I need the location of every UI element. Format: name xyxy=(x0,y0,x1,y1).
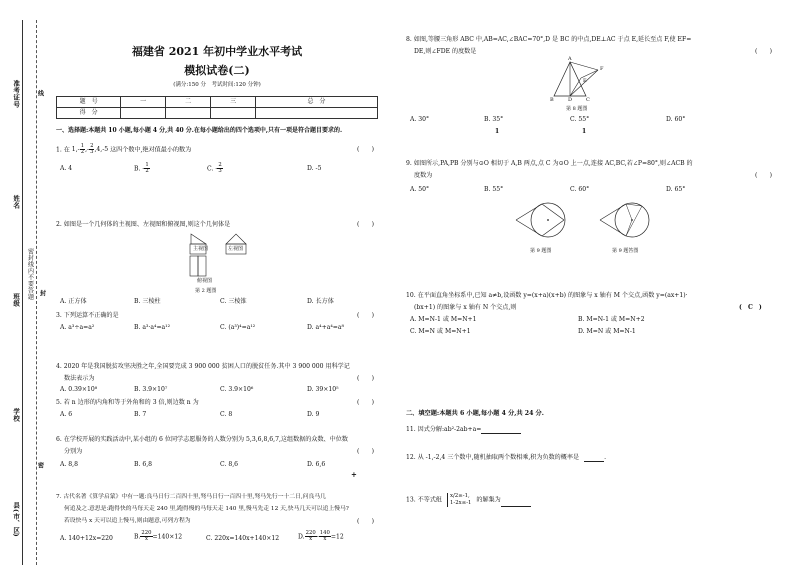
plus-mark: + xyxy=(351,470,357,479)
q2-answer-paren[interactable]: ( ) xyxy=(357,221,374,228)
score-cell: 三 xyxy=(211,97,256,108)
q3-option-c[interactable]: C. (a³)⁴=a¹² xyxy=(220,324,256,331)
section2-heading: 二、填空题:本题共 6 小题,每小题 4 分,共 24 分. xyxy=(406,410,544,417)
score-table-header-row xyxy=(57,97,378,108)
q7-option-b[interactable] xyxy=(134,531,182,543)
exam-meta: (满分:150 分 考试时间:120 分钟) xyxy=(173,82,261,88)
q7-option-c[interactable]: C. 220x=140x+140×12 xyxy=(206,535,280,542)
q13-answer-blank[interactable] xyxy=(501,501,531,507)
q7-option-d-tail: =12 xyxy=(330,533,344,541)
q10-option-d[interactable]: D. M=N 或 M=N-1 xyxy=(578,328,636,335)
score-input-cell[interactable] xyxy=(256,108,378,119)
q7-option-d-minus: - xyxy=(316,533,319,541)
q8-point-b: B xyxy=(550,97,554,103)
q2-front-view-label: 主视图 xyxy=(193,246,209,252)
q13-inequality-2: 1-2x≤-1 xyxy=(449,500,472,507)
q1-option-d[interactable]: D. -5 xyxy=(307,165,322,172)
q6-option-a[interactable]: A. 8,8 xyxy=(60,461,78,468)
q7-option-d-frac1: $\frac{220}{x}$ xyxy=(305,530,316,543)
q4-stem-line2: 数法表示为 xyxy=(64,375,95,382)
q9-answer-paren[interactable]: ( ) xyxy=(755,172,772,179)
q10-option-b[interactable]: B. M=N-1 或 M=N+2 xyxy=(578,316,645,323)
q7-option-a[interactable]: A. 140+12x=220 xyxy=(60,535,113,542)
q3-answer-paren[interactable]: ( ) xyxy=(357,312,374,319)
q6-option-d[interactable]: D. 6,6 xyxy=(307,461,326,468)
q7-option-d[interactable] xyxy=(298,531,344,543)
q1-stem xyxy=(56,144,191,156)
q8-stem-line2: DE,则∠FDE 的度数是 xyxy=(414,48,477,55)
q9-stem-line2: 度数为 xyxy=(414,172,433,179)
seal-line-outer xyxy=(22,20,23,565)
score-cell: 题 号 xyxy=(57,97,121,108)
q9-stem-line1: 9. 如图所示,PA,PB 分别与⊙O 相切于 A,B 两点,点 C 为⊙O 上一点,连接 AC,BC,若∠P=80°,则∠ACB 的 xyxy=(406,160,693,167)
q2-option-c[interactable]: C. 三棱锥 xyxy=(220,298,247,305)
seal-mark-mid: 封 xyxy=(38,290,46,297)
q9-answer-tangent-pa xyxy=(600,204,626,220)
q3-option-b[interactable]: B. a³·a⁴=a¹² xyxy=(134,324,171,331)
q2-side-view-label: 左视图 xyxy=(228,246,244,252)
no-answer-notice: 密封线内不要答题 xyxy=(26,248,34,300)
name-label: 姓名 xyxy=(12,195,21,209)
q9-answer-figure-svg xyxy=(596,196,658,244)
q1-value: - xyxy=(77,146,80,154)
q1-option-b[interactable] xyxy=(134,163,150,175)
q12-stem-end: . xyxy=(604,454,606,461)
q9-circle-figure-svg xyxy=(512,196,574,244)
q13-stem-end: 的解集为 xyxy=(476,496,501,504)
q7-option-d-frac2: $\frac{140}{x}$ xyxy=(319,530,330,543)
q5-option-b[interactable]: B. 7 xyxy=(134,411,147,418)
q5-option-c[interactable]: C. 8 xyxy=(220,411,233,418)
q6-option-b[interactable]: B. 6,8 xyxy=(134,461,153,468)
q8-triangle-svg xyxy=(546,58,610,104)
q1-value: 4 xyxy=(96,146,101,154)
q9-option-b[interactable]: B. 55° xyxy=(484,186,504,193)
q2-option-d[interactable]: D. 长方体 xyxy=(307,298,334,305)
q1-stem-post: 这四个数中,绝对值最小的数为 xyxy=(108,146,192,154)
q2-stem: 2. 如图是一个几何体的主视图、左视图和俯视图,则这个几何体是 xyxy=(56,221,231,228)
q1-values: 1,- $\frac{1}{2}$ ,- $\frac{2}{3}$ ,4,-5 xyxy=(71,143,109,156)
q7-stem-line2: 何追及之.意思是:跑得快的马每天走 240 里,跑得慢的马每天走 140 里,慢马先走 12 天,快马几天可以追上慢马? xyxy=(64,506,349,512)
q8-stem-line1: 8. 如图,等腰三角形 ABC 中,AB=AC,∠BAC=70°,D 是 BC 的中点,DE⊥AC 于点 E,延长至点 F,使 EF= xyxy=(406,36,692,43)
score-cell: 二 xyxy=(166,97,211,108)
q4-option-d[interactable]: D. 39×10⁵ xyxy=(307,386,339,393)
q1-option-a[interactable]: A. 4 xyxy=(60,165,73,172)
q5-option-a[interactable]: A. 6 xyxy=(60,411,73,418)
q9-answer-figure-caption: 第 9 题答图 xyxy=(612,248,639,254)
q7-stem-line3: 若设快马 x 天可以追上慢马,则由题意,可列方程为 xyxy=(64,518,191,524)
q11-answer-blank[interactable] xyxy=(481,428,521,434)
q8-point-a: A xyxy=(568,56,572,62)
q1-value: -5 xyxy=(102,146,109,154)
q1-frac-two-thirds: $\frac{2}{3}$ xyxy=(90,143,94,156)
q3-stem: 3. 下列运算不正确的是 xyxy=(56,312,119,319)
q1-frac-half: $\frac{1}{2}$ xyxy=(80,143,85,156)
q1-option-c-frac: $\frac{2}{3}$ xyxy=(218,162,222,175)
q7-option-d-label: D. xyxy=(298,533,305,541)
q13-stem xyxy=(406,493,531,507)
county-label: 县(市、区) xyxy=(12,502,21,538)
q8-option-a[interactable]: A. 30° xyxy=(410,116,430,123)
class-label: 班级 xyxy=(12,293,21,307)
q8-point-c: C xyxy=(586,97,590,103)
q9-tangent-pa xyxy=(516,204,542,220)
q2-front-roof xyxy=(191,234,206,244)
q2-top-view-right xyxy=(198,256,206,276)
q13-inequality-1: x/2≥-1, xyxy=(449,493,470,499)
q1-stem-pre: 1. 在 xyxy=(56,146,72,154)
q4-option-b[interactable]: B. 3.9×10⁷ xyxy=(134,386,168,393)
q11-stem xyxy=(406,426,521,434)
q5-option-d[interactable]: D. 9 xyxy=(307,411,320,418)
q10-answer-paren[interactable]: ( C ) xyxy=(739,304,762,311)
q9-chord-bc xyxy=(542,220,564,236)
q1-option-b-frac: $\frac{1}{2}$ xyxy=(145,162,149,175)
q8-point-f: F xyxy=(600,66,604,72)
q4-answer-paren[interactable]: ( ) xyxy=(357,375,374,382)
q11-stem-text: 11. 因式分解:ab²-2ab+a= xyxy=(406,426,482,433)
q9-tangent-pb xyxy=(516,220,542,236)
q8-figure-caption: 第 8 题图 xyxy=(566,106,588,112)
q7-option-b-tail: =140×12 xyxy=(152,533,183,541)
q3-option-a[interactable]: A. a³÷a=a² xyxy=(60,324,95,331)
q9-answer-radius-ob xyxy=(626,220,632,236)
school-label: 学校 xyxy=(12,408,21,422)
q8-segment-af xyxy=(570,62,598,70)
q4-stem-line1: 4. 2020 年是我国脱贫攻坚决胜之年,全国要完成 3 900 000 贫困人口的脱贫任务.其中 3 900 000 用科学记 xyxy=(56,363,350,370)
section1-heading: 一、选择题:本题共 10 小题,每小题 4 分,共 40 分.在每小题给出的四个选项中,只有一项是符合题目要求的. xyxy=(56,127,343,134)
seal-strip xyxy=(0,0,50,583)
page-subtitle: 模拟试卷(二) xyxy=(184,64,250,77)
q9-answer-tangent-pb xyxy=(600,220,626,236)
score-input-cell[interactable] xyxy=(166,108,211,119)
q3-option-d[interactable]: D. a⁴+a⁴=a⁸ xyxy=(307,324,344,331)
q2-option-b[interactable]: B. 三棱柱 xyxy=(134,298,161,305)
q5-stem: 5. 若 n 边形的内角和等于外角和的 3 倍,则边数 n 为 xyxy=(56,399,199,406)
q8-mark-2: 1 xyxy=(582,128,587,135)
q6-answer-paren[interactable]: ( ) xyxy=(357,448,374,455)
q8-answer-paren[interactable]: ( ) xyxy=(755,48,772,55)
exam-number-label: 准考证号 xyxy=(12,80,21,108)
score-table-score-row xyxy=(57,108,378,119)
q2-top-view-left xyxy=(190,256,198,276)
q8-ext-ef xyxy=(581,70,598,78)
seal-mark-bottom: 密 xyxy=(36,462,44,469)
q1-answer-paren[interactable]: ( ) xyxy=(357,146,374,153)
q6-stem-line1: 6. 在学校开展的实践活动中,某小组的 6 位同学志愿服务的人数分别为 5,3,6,8,6,7,这组数据的众数、中位数 xyxy=(56,436,348,443)
q7-option-b-label: B. xyxy=(134,533,141,541)
q10-option-a[interactable]: A. M=N-1 或 M=N+1 xyxy=(410,316,477,323)
q9-chord-ac xyxy=(542,204,564,220)
q9-option-d[interactable]: D. 65° xyxy=(666,186,686,193)
q12-answer-blank[interactable] xyxy=(584,456,604,462)
q10-stem-line2: (bx+1) 的图象与 x 轴有 N 个交点,则 xyxy=(414,304,517,311)
q7-stem-line1: 7. 古代名著《算学启蒙》中有一题:良马日行二百四十里,驽马日行一百四十里,驽马先行一十二日,问良马几 xyxy=(56,494,326,500)
q1-option-b-label: B. - xyxy=(134,165,145,173)
q10-stem-line1: 10. 在平面直角坐标系中,已知 a≠b,设函数 y=(x+a)(x+b) 的图象与 x 轴有 M 个交点,函数 y=(ax+1)· xyxy=(406,292,688,299)
q2-option-a[interactable]: A. 正方体 xyxy=(60,298,87,305)
q8-option-d[interactable]: D. 60° xyxy=(666,116,686,123)
seal-mark-top: 线 xyxy=(36,90,44,97)
q9-figure-caption: 第 9 题图 xyxy=(530,248,552,254)
q1-value: 1 xyxy=(71,146,76,154)
q6-option-c[interactable]: C. 8,6 xyxy=(220,461,239,468)
score-table xyxy=(56,96,378,119)
q2-top-view-label: 俯视图 xyxy=(197,278,213,284)
q9-center-dot xyxy=(547,219,549,221)
q8-option-c[interactable]: C. 55° xyxy=(570,116,590,123)
q2-figure-caption: 第 2 题图 xyxy=(195,288,217,294)
q9-option-a[interactable]: A. 50° xyxy=(410,186,430,193)
score-input-cell[interactable] xyxy=(121,108,166,119)
score-cell: 得 分 xyxy=(57,108,121,119)
q1-option-c-label: C. - xyxy=(207,165,218,173)
q9-option-c[interactable]: C. 60° xyxy=(570,186,590,193)
q8-option-b[interactable]: B. 35° xyxy=(484,116,504,123)
q7-option-b-frac: $\frac{220}{x}$ xyxy=(141,530,152,543)
page-title: 福建省 2021 年初中学业水平考试 xyxy=(131,45,303,58)
q9-answer-radius-oa xyxy=(626,204,632,220)
score-input-cell[interactable] xyxy=(211,108,256,119)
q13-inequality-system xyxy=(447,493,472,507)
q4-option-a[interactable]: A. 0.39×10⁸ xyxy=(60,386,98,393)
seal-line-inner xyxy=(36,20,37,565)
q5-answer-paren[interactable]: ( ) xyxy=(357,399,374,406)
score-cell: 总 分 xyxy=(256,97,378,108)
q8-point-d: D xyxy=(568,97,573,103)
q8-point-e: E xyxy=(583,78,587,84)
q2-side-roof xyxy=(226,234,246,244)
q10-option-c[interactable]: C. M=N 或 M=N+1 xyxy=(410,328,471,335)
q12-stem-text: 12. 从 -1,-2,4 三个数中,随机抽取两个数相乘,积为负数的概率是 xyxy=(406,454,580,461)
q6-stem-line2: 分别为 xyxy=(64,448,83,455)
q13-stem-text: 13. 不等式组 xyxy=(406,496,443,504)
q12-stem xyxy=(406,454,606,462)
q7-answer-paren[interactable]: ( ) xyxy=(357,518,374,525)
q9-answer-center-dot xyxy=(631,219,633,221)
q4-option-c[interactable]: C. 3.9×10⁶ xyxy=(220,386,254,393)
score-cell: 一 xyxy=(121,97,166,108)
q1-option-c[interactable] xyxy=(207,163,223,175)
q8-mark-1: 1 xyxy=(495,128,500,135)
